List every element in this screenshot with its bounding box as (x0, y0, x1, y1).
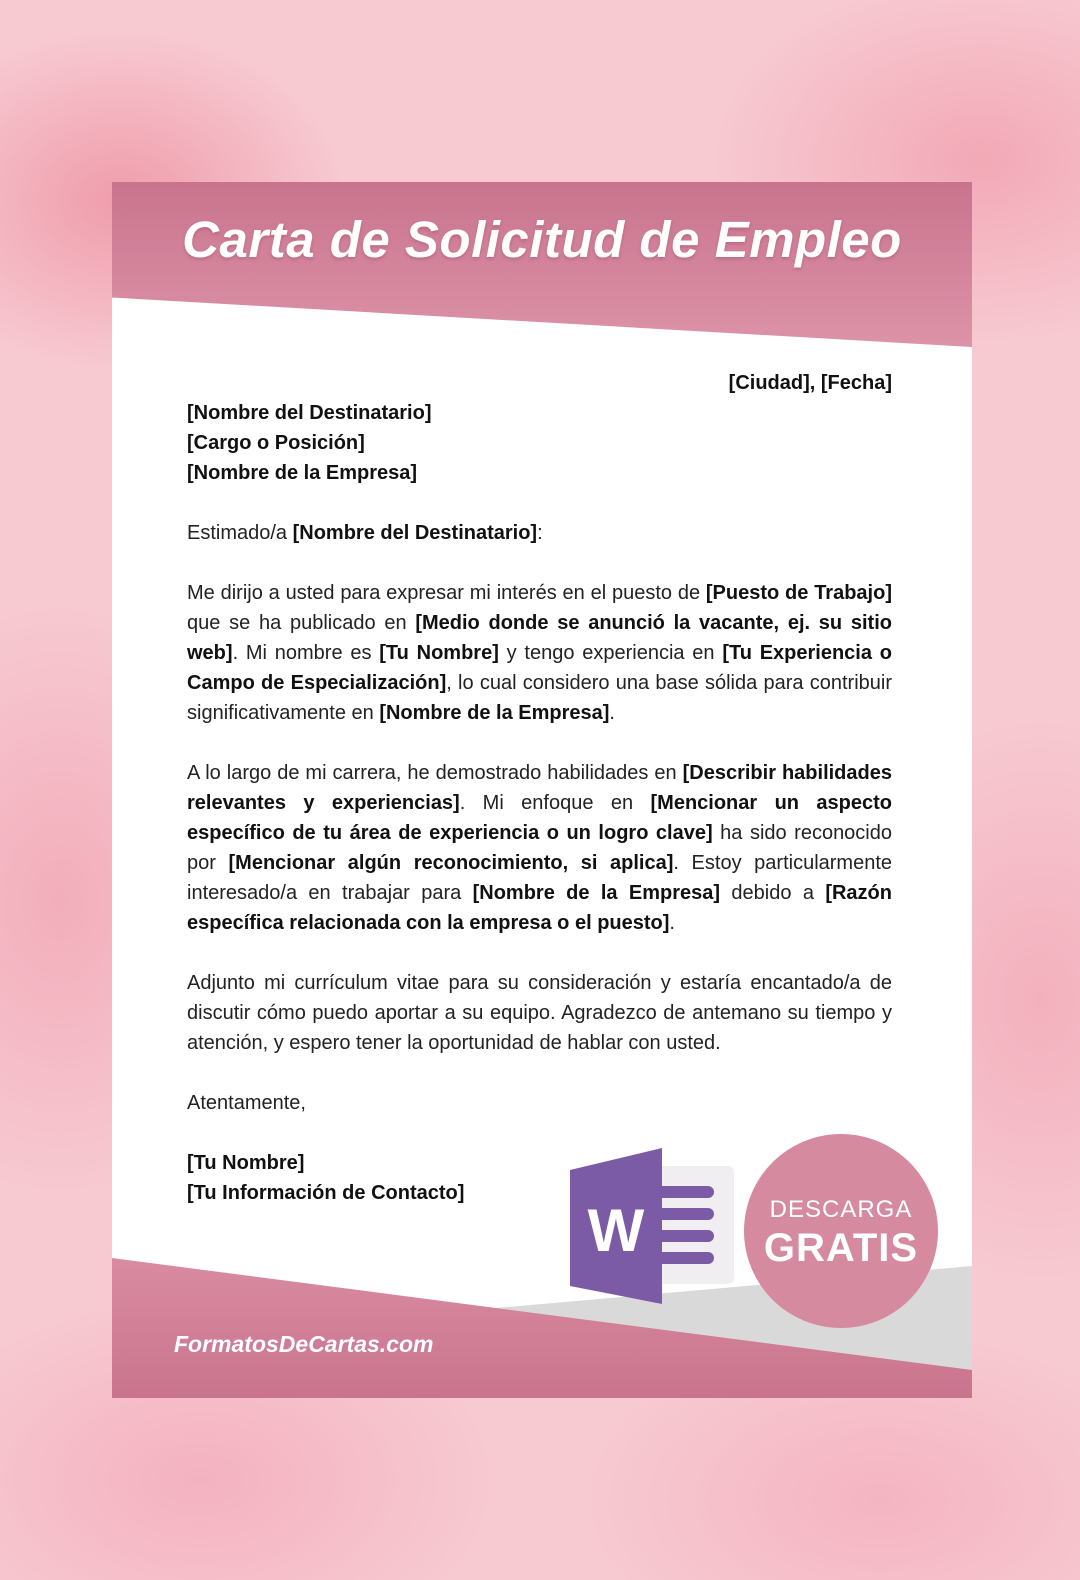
recipient-company: [Nombre de la Empresa] (187, 462, 418, 484)
closing: Atentamente, (187, 1092, 306, 1114)
footer-brand[interactable]: FormatosDeCartas.com (174, 1331, 434, 1357)
page-title: Carta de Solicitud de Empleo (182, 211, 902, 268)
recipient-block (187, 398, 892, 488)
paragraph-1: Me dirijo a usted para expresar mi interés en el puesto de [Puesto de Trabajo] que se ha publicado en [Medio donde se anunció la vacante, ej. su sitio web]. Mi nombre es [Tu Nombre] y tengo experiencia en [Tu Experiencia o Campo de Especialización], lo cual considero una base sólida para contribuir significativamente en [Nombre de la Empresa]. (187, 582, 892, 724)
signature-name: [Tu Nombre] (187, 1152, 305, 1174)
letter-body (187, 368, 892, 1208)
greeting: Estimado/a [Nombre del Destinatario]: (187, 522, 543, 544)
paragraph-3: Adjunto mi currículum vitae para su consideración y estaría encantado/a de discutir cómo puedo aportar a su equipo. Agradezco de antemano su tiempo y atención, y espero tener la oportunidad de hablar con usted. (187, 972, 892, 1054)
signature-contact: [Tu Información de Contacto] (187, 1182, 465, 1204)
letter-card (112, 182, 972, 1398)
recipient-name: [Nombre del Destinatario] (187, 402, 432, 424)
recipient-position: [Cargo o Posición] (187, 432, 365, 454)
city-date: [Ciudad], [Fecha] (728, 372, 892, 394)
badge-line-1: DESCARGA (769, 1196, 913, 1223)
word-icon[interactable] (570, 1148, 740, 1308)
download-badge[interactable] (744, 1134, 938, 1328)
paragraph-2: A lo largo de mi carrera, he demostrado habilidades en [Describir habilidades relevantes y experiencias]. Mi enfoque en [Mencionar un aspecto específico de tu área de experiencia o un logro clave] ha sido reconocido por [Mencionar algún reconocimiento, si aplica]. Estoy particularmente interesado/a en trabajar para [Nombre de la Empresa] debido a [Razón específica relacionada con la empresa o el puesto]. (187, 762, 893, 934)
badge-line-2: GRATIS (763, 1226, 919, 1270)
word-letter: W (587, 1197, 645, 1264)
